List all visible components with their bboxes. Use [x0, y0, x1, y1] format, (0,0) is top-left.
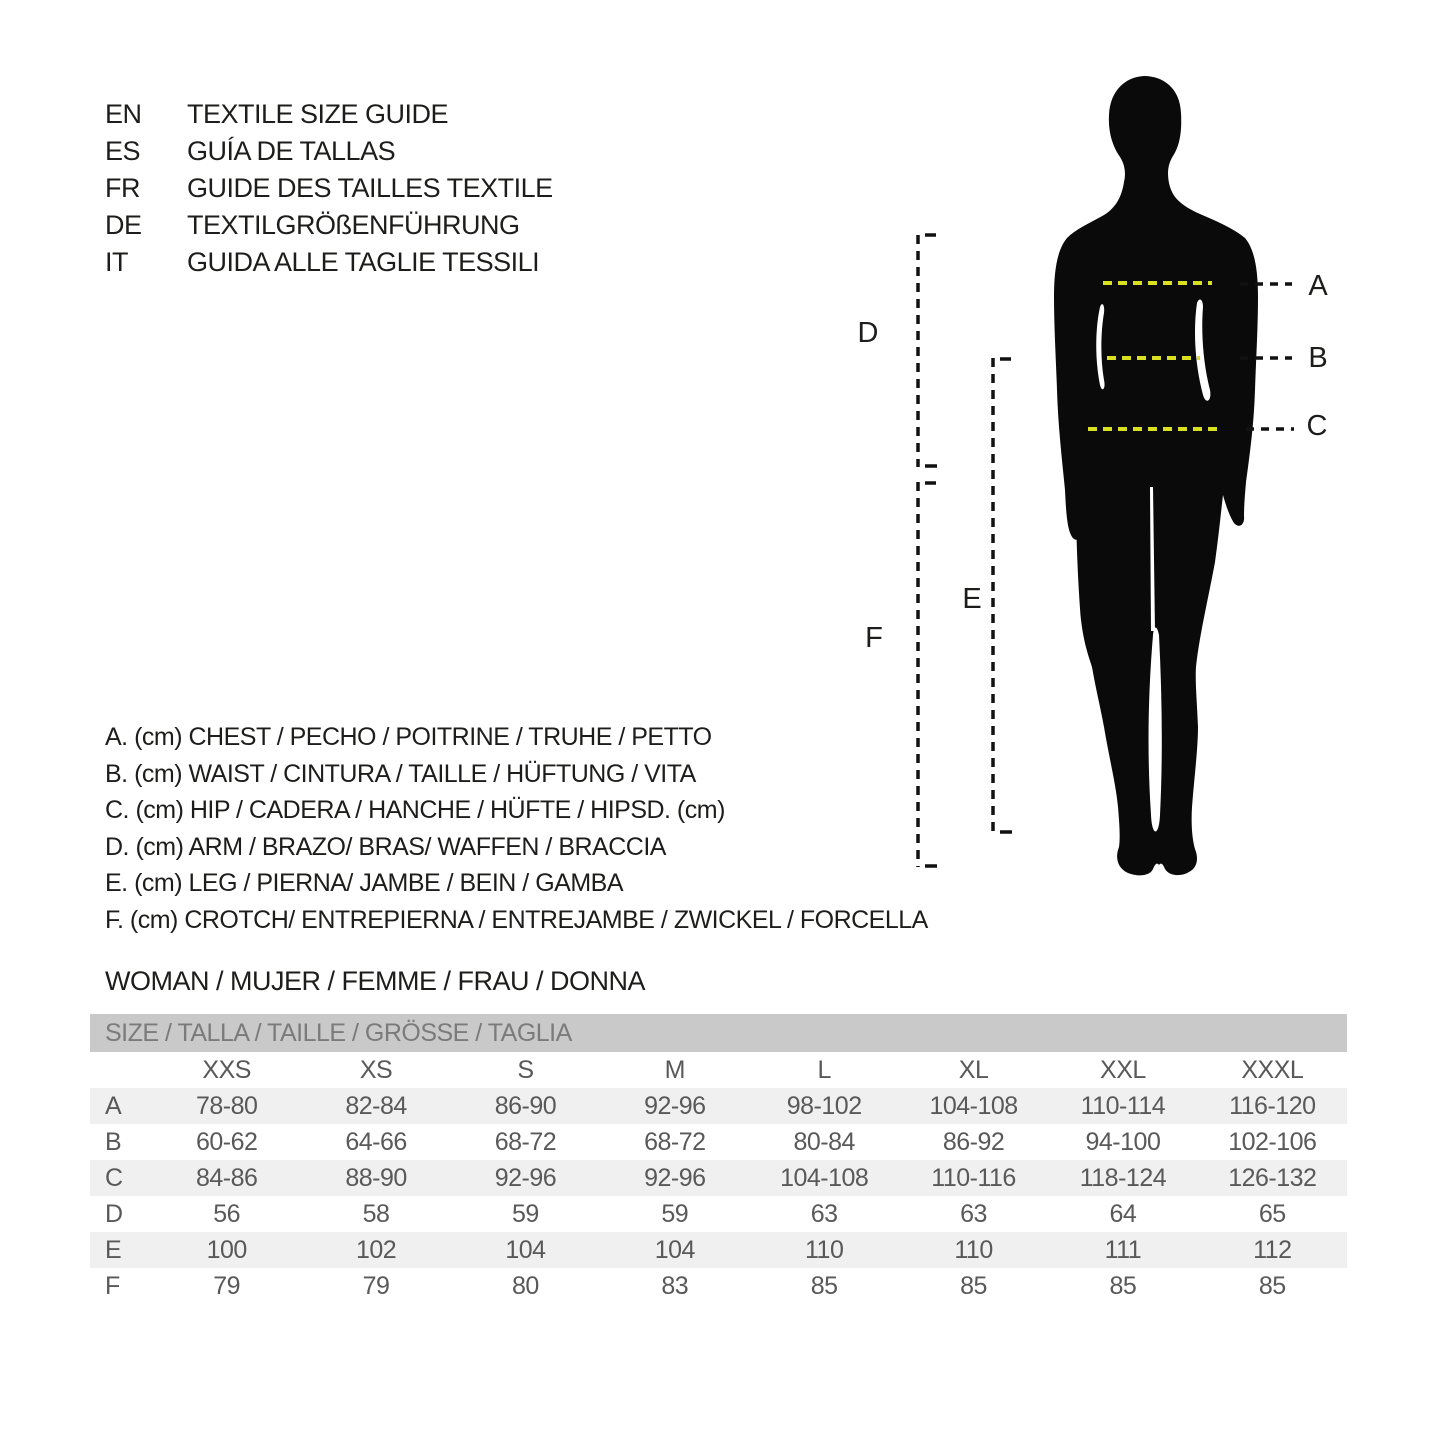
table-cell: 59	[661, 1200, 689, 1228]
table-row	[90, 1232, 1347, 1268]
table-cell: 79	[362, 1272, 390, 1300]
female-silhouette-icon	[1054, 76, 1258, 875]
table-cell: 78-80	[195, 1092, 258, 1120]
table-cell: 100	[206, 1236, 247, 1264]
label-waist: B	[1308, 342, 1328, 374]
table-cell: 118-124	[1079, 1164, 1167, 1192]
language-code: IT	[105, 247, 128, 277]
label-arm: D	[857, 317, 879, 349]
language-row	[105, 96, 553, 133]
row-label: E	[105, 1236, 122, 1264]
language-code: FR	[105, 173, 140, 203]
table-cell: 85	[960, 1272, 987, 1300]
table-row	[90, 1124, 1347, 1160]
language-heading-list	[105, 96, 553, 281]
language-row	[105, 133, 553, 170]
table-row	[90, 1268, 1347, 1304]
crotch-measure-line	[918, 482, 937, 867]
table-cell: 56	[213, 1200, 241, 1228]
language-title: GUÍA DE TALLAS	[187, 136, 396, 166]
language-title: GUIDE DES TAILLES TEXTILE	[187, 173, 553, 203]
table-cell: 88-90	[345, 1164, 407, 1192]
table-cell: 92-96	[644, 1164, 706, 1192]
size-guide-figure	[840, 60, 1340, 900]
table-cell: 110-116	[931, 1164, 1016, 1192]
table-cell: 112	[1253, 1236, 1292, 1264]
row-label: C	[105, 1164, 123, 1192]
table-cell: 110	[954, 1236, 993, 1264]
table-cell: 80	[512, 1272, 539, 1300]
table-cell: 60-62	[195, 1128, 258, 1156]
table-cell: 80-84	[793, 1128, 855, 1156]
table-cell: 85	[1258, 1272, 1286, 1300]
table-row	[90, 1160, 1347, 1196]
label-leg: E	[962, 583, 982, 615]
legend-line-hip: C. (cm) HIP / CADERA / HANCHE / HÜFTE / HIPSD. (cm)	[105, 796, 725, 824]
table-cell: 110	[805, 1236, 844, 1264]
table-cell: 65	[1258, 1200, 1286, 1228]
size-col-header: XL	[958, 1056, 989, 1084]
size-col-header: M	[664, 1056, 685, 1084]
table-cell: 63	[960, 1200, 987, 1228]
table-cell: 68-72	[644, 1128, 706, 1156]
language-code: ES	[105, 136, 141, 166]
table-cell: 94-100	[1085, 1128, 1161, 1156]
legend-line-crotch: F. (cm) CROTCH/ ENTREPIERNA / ENTREJAMBE / ZWICKEL / FORCELLA	[105, 905, 928, 934]
table-cell: 58	[362, 1200, 390, 1228]
table-cell: 92-96	[644, 1092, 706, 1120]
table-cell: 110-114	[1080, 1092, 1166, 1120]
legend-line-waist: B. (cm) WAIST / CINTURA / TAILLE / HÜFTUNG / VITA	[105, 759, 696, 788]
table-cell: 126-132	[1228, 1164, 1317, 1192]
table-cell: 63	[810, 1200, 838, 1228]
table-cell: 84-86	[195, 1164, 258, 1192]
size-table-header: SIZE / TALLA / TAILLE / GRÖSSE / TAGLIA	[90, 1014, 1347, 1052]
table-cell: 64-66	[345, 1128, 407, 1156]
leg-measure-line	[993, 358, 1012, 833]
table-cell: 92-96	[494, 1164, 557, 1192]
table-cell	[90, 1052, 152, 1088]
table-cell: 104-108	[929, 1092, 1018, 1120]
label-crotch: F	[865, 622, 883, 654]
table-cell: 64	[1109, 1200, 1137, 1228]
label-hip: C	[1306, 410, 1328, 442]
table-cell: 59	[512, 1200, 539, 1228]
table-cell: 104-108	[780, 1164, 869, 1192]
arm-measure-line	[918, 235, 937, 467]
legend-line-leg: E. (cm) LEG / PIERNA/ JAMBE / BEIN / GAMBA	[105, 869, 623, 897]
size-header-row	[90, 1052, 1347, 1088]
legend-line-arm: D. (cm) ARM / BRAZO/ BRAS/ WAFFEN / BRACCIA	[105, 832, 666, 861]
language-title: TEXTILGRÖßENFÜHRUNG	[187, 210, 520, 240]
table-cell: 102-106	[1228, 1128, 1317, 1156]
row-label: F	[105, 1272, 120, 1300]
size-col-header: S	[517, 1056, 534, 1084]
table-cell: 85	[1109, 1272, 1137, 1300]
size-col-header: XS	[359, 1056, 393, 1084]
size-col-header: XXXL	[1241, 1056, 1304, 1084]
language-row	[105, 207, 553, 244]
language-row	[105, 170, 553, 207]
table-cell: 102	[355, 1236, 397, 1264]
size-col-header: XXL	[1100, 1056, 1146, 1084]
size-col-header: XXS	[202, 1056, 251, 1084]
table-cell: 98-102	[786, 1092, 862, 1120]
table-cell: 116-120	[1229, 1092, 1316, 1120]
table-cell: 68-72	[494, 1128, 557, 1156]
language-code: DE	[105, 210, 142, 240]
table-cell: 79	[213, 1272, 241, 1300]
table-cell: 104	[505, 1236, 546, 1264]
size-col-header: L	[817, 1056, 831, 1084]
size-table	[90, 1014, 1347, 1304]
gender-heading: WOMAN / MUJER / FEMME / FRAU / DONNA	[105, 966, 645, 996]
row-label: D	[105, 1200, 123, 1228]
language-title: GUIDA ALLE TAGLIE TESSILI	[187, 247, 540, 277]
table-cell: 104	[654, 1236, 695, 1264]
language-row	[105, 244, 553, 281]
row-label: A	[105, 1092, 122, 1120]
table-cell: 111	[1104, 1236, 1142, 1264]
table-row	[90, 1088, 1347, 1124]
legend-line-chest: A. (cm) CHEST / PECHO / POITRINE / TRUHE / PETTO	[105, 723, 712, 751]
table-cell: 86-92	[942, 1128, 1005, 1156]
measurement-legend	[105, 719, 928, 938]
label-chest: A	[1308, 270, 1328, 302]
table-cell: 83	[661, 1272, 689, 1300]
language-code: EN	[105, 99, 142, 129]
table-cell: 86-90	[494, 1092, 557, 1120]
table-row	[90, 1196, 1347, 1232]
table-cell: 82-84	[345, 1092, 407, 1120]
row-label: B	[105, 1128, 122, 1156]
language-title: TEXTILE SIZE GUIDE	[187, 99, 449, 129]
table-cell: 85	[810, 1272, 838, 1300]
